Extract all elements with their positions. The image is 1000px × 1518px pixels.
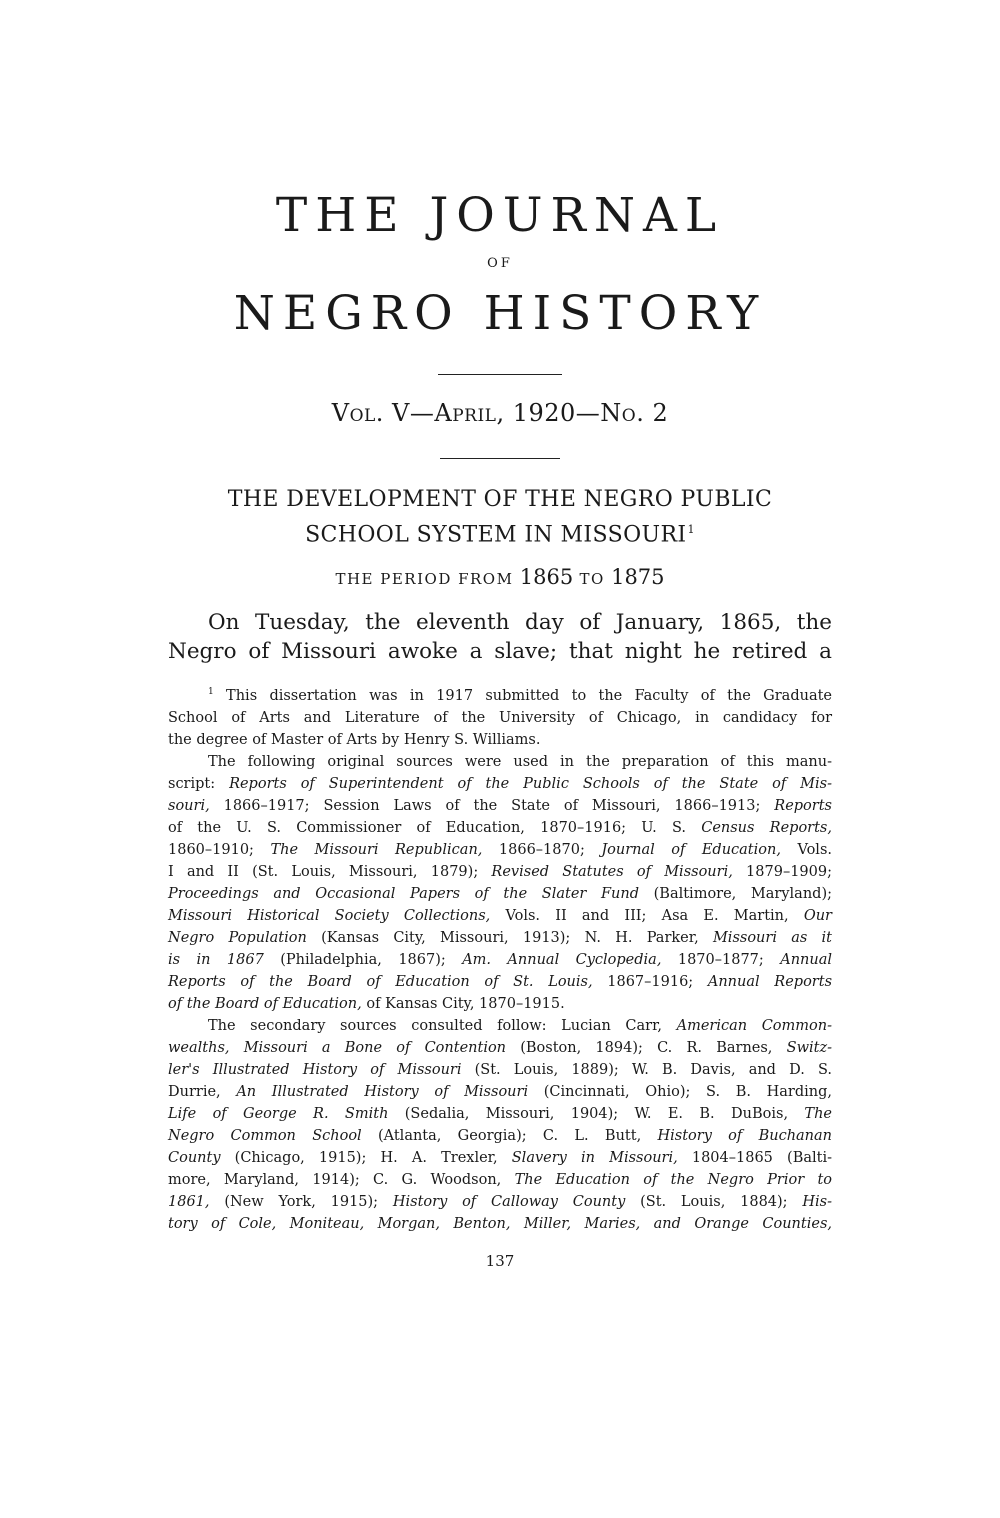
footnote-line: I and II (St. Louis, Missouri, 1879); Revised Statutes of Missouri, 1879–1909; [168, 863, 832, 880]
citation-title: Reports of Superintendent of the Public Schools of the State of Mis- [229, 775, 833, 792]
citation-title: Negro Common School [168, 1127, 362, 1144]
footnote-paragraph-3 [168, 1015, 832, 1235]
citation-title: Negro Population [168, 929, 307, 946]
divider-rule-top [438, 374, 562, 375]
footnote-line: Proceedings and Occasional Papers of the Slater Fund (Baltimore, Maryland); [168, 885, 832, 902]
footnote-line: souri, 1866–1917; Session Laws of the State of Missouri, 1866–1913; Reports [168, 797, 832, 814]
footnote-line: is in 1867 (Philadelphia, 1867); Am. Annual Cyclopedia, 1870–1877; Annual [168, 951, 832, 968]
citation-title: County [168, 1149, 221, 1166]
article-title [0, 485, 1000, 550]
footnote-line: The secondary sources consulted follow: Lucian Carr, American Common- [208, 1017, 832, 1034]
citation-title: Missouri Historical Society Collections, [168, 907, 491, 924]
journal-title-line2: NEGRO HISTORY [233, 286, 767, 341]
period-to: TO [579, 570, 605, 588]
footnote-line: ler's Illustrated History of Missouri (St. Louis, 1889); W. B. Davis, and D. S. [168, 1061, 832, 1078]
citation-title: tory of Cole, Moniteau, Morgan, Benton, Miller, Maries, and Orange Counties, [168, 1215, 832, 1232]
footnote-paragraph-2 [168, 751, 832, 1015]
citation-title: Life of George R. Smith [168, 1105, 389, 1122]
article-body [168, 608, 832, 666]
citation-title: Reports [774, 797, 832, 814]
footnote-line [168, 1213, 832, 1235]
footnote-line: more, Maryland, 1914); C. G. Woodson, The Education of the Negro Prior to [168, 1171, 832, 1188]
citation-title: An Illustrated History of Missouri [236, 1083, 529, 1100]
citation-title: His- [802, 1193, 832, 1210]
article-title-line1: THE DEVELOPMENT OF THE NEGRO PUBLIC [227, 487, 773, 512]
period-end-year: 1875 [611, 565, 665, 589]
footnote-line: 1861, (New York, 1915); History of Calloway County (St. Louis, 1884); His- [168, 1193, 832, 1210]
footnote-line: Life of George R. Smith (Sedalia, Missouri, 1904); W. E. B. DuBois, The [168, 1105, 832, 1122]
footnote-line: Missouri Historical Society Collections, Vols. II and III; Asa E. Martin, Our [168, 907, 832, 924]
footnote-line: School of Arts and Literature of the University of Chicago, in candidacy for [168, 709, 832, 726]
citation-title: The Education of the Negro Prior to [514, 1171, 832, 1188]
footnote-line: script: Reports of Superintendent of the Public Schools of the State of Mis- [168, 775, 833, 792]
citation-title: of the Board of Education, [168, 995, 362, 1012]
footnote-line: of the Board of Education, of Kansas City, 1870–1915. [168, 995, 565, 1012]
citation-title: History of Buchanan [657, 1127, 832, 1144]
page-number: 137 [485, 1252, 515, 1270]
volume-issue-line: Vol. V—April, 1920—No. 2 [331, 399, 669, 427]
citation-title: The [804, 1105, 832, 1122]
citation-title: Am. Annual Cyclopedia, [462, 951, 662, 968]
body-line: On Tuesday, the eleventh day of January, 1865, the [208, 610, 832, 635]
footnote-line: Durrie, An Illustrated History of Missouri (Cincinnati, Ohio); S. B. Harding, [168, 1083, 832, 1100]
footnote-line: 1860–1910; The Missouri Republican, 1866–1870; Journal of Education, Vols. [168, 841, 832, 858]
citation-title: Missouri as it [712, 929, 833, 946]
citation-title: souri, [168, 797, 210, 814]
footnote-line: County (Chicago, 1915); H. A. Trexler, Slavery in Missouri, 1804–1865 (Balti- [168, 1149, 832, 1166]
citation-title: 1861, [168, 1193, 210, 1210]
footnote-reference: 1 [687, 523, 695, 536]
body-line: Negro of Missouri awoke a slave; that night he retired a [168, 639, 832, 664]
citation-title: Revised Statutes of Missouri, [491, 863, 733, 880]
citation-title: Annual [780, 951, 832, 968]
period-prefix: THE PERIOD FROM [335, 570, 514, 588]
journal-title-of: OF [487, 256, 513, 271]
footnote-line-text: This dissertation was in 1917 submitted to the Faculty of the Graduate [226, 687, 833, 704]
footnote-line: wealths, Missouri a Bone of Contention (Boston, 1894); C. R. Barnes, Switz- [168, 1039, 832, 1056]
footnote [168, 681, 832, 1235]
footnote-paragraph-1 [168, 681, 832, 751]
footnote-line: Negro Population (Kansas City, Missouri, 1913); N. H. Parker, Missouri as it [168, 929, 833, 946]
citation-title: Journal of Education, [601, 841, 781, 858]
citation-title: The Missouri Republican, [270, 841, 483, 858]
citation-title: Census Reports, [701, 819, 832, 836]
citation-title: wealths, Missouri a Bone of Contention [168, 1039, 507, 1056]
footnote-line: Reports of the Board of Education of St. Louis, 1867–1916; Annual Reports [168, 973, 833, 990]
divider-rule-bottom [440, 458, 560, 459]
citation-title: American Common- [676, 1017, 832, 1034]
article-title-line2 [0, 515, 1000, 550]
footnote-line [168, 681, 832, 707]
citation-title: Slavery in Missouri, [511, 1149, 678, 1166]
article-subtitle [0, 566, 1000, 590]
footnote-line: Negro Common School (Atlanta, Georgia); C. L. Butt, History of Buchanan [168, 1127, 832, 1144]
footnote-line: The following original sources were used in the preparation of this manu- [208, 753, 832, 770]
period-start-year: 1865 [519, 565, 574, 589]
citation-title: Switz- [786, 1039, 832, 1056]
article-title-line2-text: SCHOOL SYSTEM IN MISSOURI [305, 522, 687, 548]
journal-title-line1: THE JOURNAL [275, 188, 725, 243]
citation-title: is in 1867 [168, 951, 264, 968]
footnote-line: the degree of Master of Arts by Henry S. Williams. [168, 731, 541, 748]
citation-title: Reports of the Board of Education of St. Louis, [168, 973, 593, 990]
footnote-line: of the U. S. Commissioner of Education, 1870–1916; U. S. Census Reports, [168, 819, 832, 836]
footnote-marker: 1 [208, 687, 214, 697]
citation-title: ler's Illustrated History of Missouri [168, 1061, 462, 1078]
citation-title: Annual Reports [707, 973, 833, 990]
citation-title: History of Calloway County [392, 1193, 626, 1210]
citation-title: Our [803, 907, 832, 924]
citation-title: Proceedings and Occasional Papers of the Slater Fund [168, 885, 639, 902]
